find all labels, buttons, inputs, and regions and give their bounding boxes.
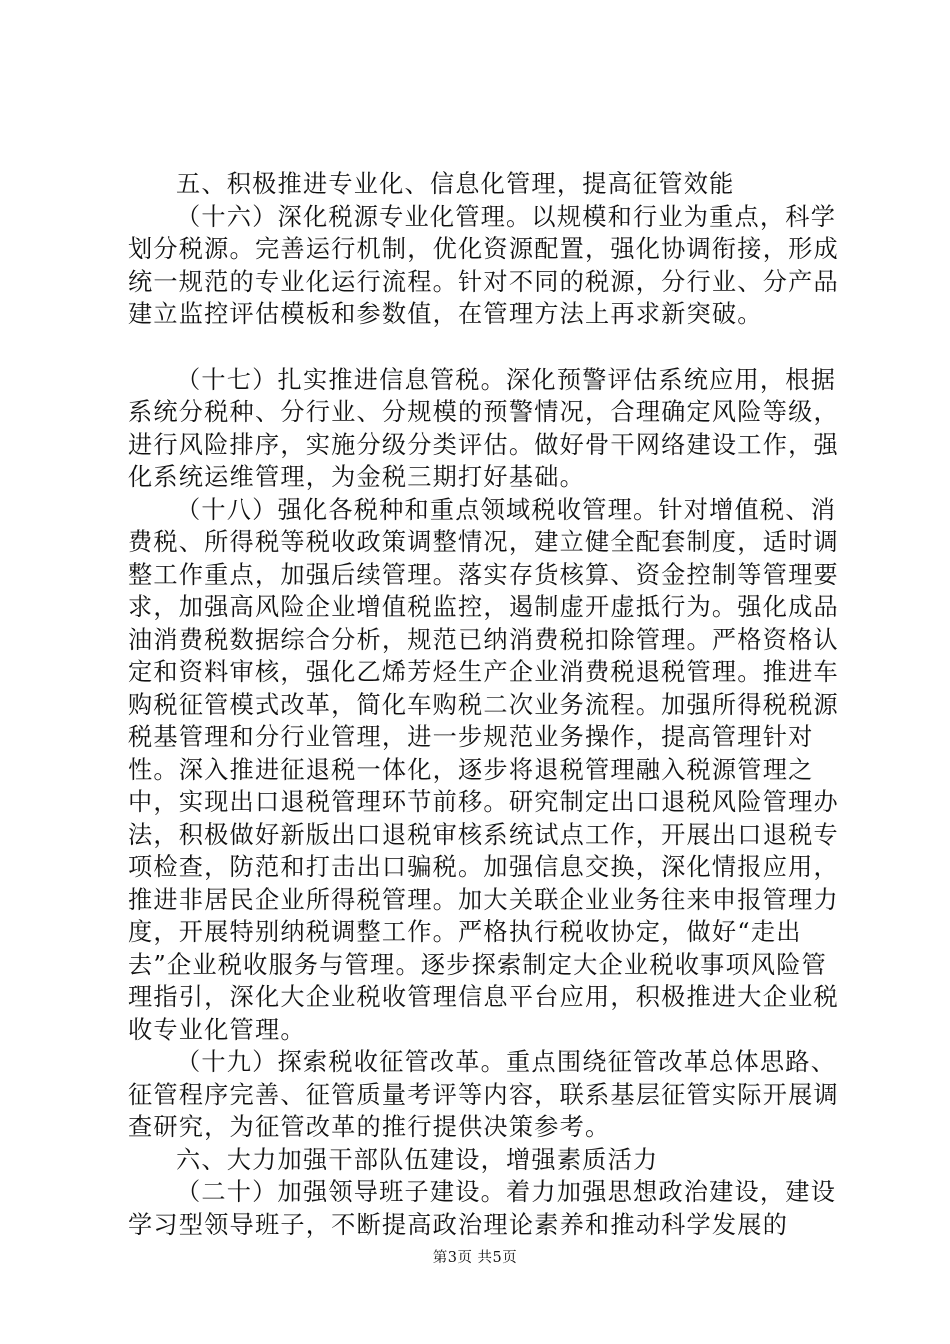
paragraph-18: （十八）强化各税种和重点领域税收管理。针对增值税、消费税、所得税等税收政策调整情况，建立健全配套制度，适时调整工作重点，加强后续管理。落实存货核算、资金控制等管理要求，加强高风险企业增值税监控，遏制虚开虚抵行为。强化成品油消费税数据综合分析，规范已纳消费税扣除管理。严格资格认定和资料审核，强化乙烯芳烃生产企业消费税退税管理。推进车购税征管模式改革，简化车购税二次业务流程。加强所得税税源税基管理和分行业管理，进一步规范业务操作，提高管理针对性。深入推进征退税一体化，逐步将退税管理融入税源管理之中，实现出口退税管理环节前移。研究制定出口退税风险管理办法，积极做好新版出口退税审核系统试点工作，开展出口退税专项检查，防范和打击出口骗税。加强信息交换，深化情报应用，推进非居民企业所得税管理。加大关联企业业务往来申报管理力度，开展特别纳税调整工作。严格执行税收协定，做好“走出去”企业税收服务与管理。逐步探索制定大企业税收事项风险管理指引，深化大企业税收管理信息平台应用，积极推进大企业税收专业化管理。	[128, 495, 839, 1044]
document-body	[128, 168, 848, 1241]
page-footer: 第3页 共5页	[432, 1250, 518, 1266]
paragraph-16: （十六）深化税源专业化管理。以规模和行业为重点，科学划分税源。完善运行机制，优化资源配置，强化协调衔接，形成统一规范的专业化运行流程。针对不同的税源，分行业、分产品建立监控评估模板和参数值，在管理方法上再求新突破。	[128, 202, 839, 328]
paragraph-spacer	[128, 331, 848, 364]
paragraph-19: （十九）探索税收征管改革。重点围绕征管改革总体思路、征管程序完善、征管质量考评等内容，联系基层征管实际开展调查研究，为征管改革的推行提供决策参考。	[128, 1048, 839, 1141]
paragraph-17: （十七）扎实推进信息管税。深化预警评估系统应用，根据系统分税种、分行业、分规模的预警情况，合理确定风险等级，进行风险排序，实施分级分类评估。做好骨干网络建设工作，强化系统运维管理，为金税三期打好基础。	[128, 365, 839, 491]
section-heading-5: 五、积极推进专业化、信息化管理，提高征管效能	[176, 170, 735, 198]
section-heading-6: 六、大力加强干部队伍建设，增强素质活力	[176, 1145, 659, 1174]
paragraph-20: （二十）加强领导班子建设。着力加强思想政治建设，建设学习型领导班子，不断提高政治理论素养和推动科学发展的	[128, 1178, 837, 1239]
